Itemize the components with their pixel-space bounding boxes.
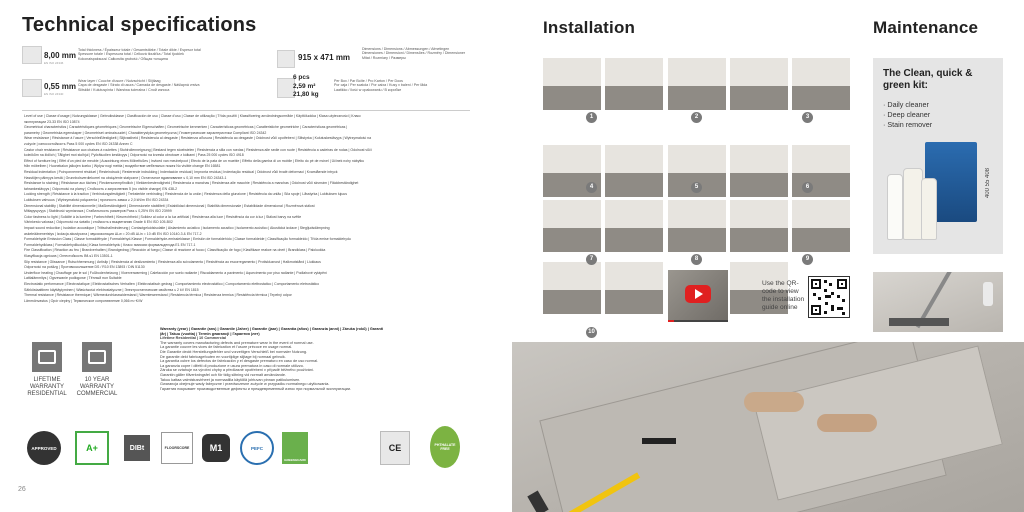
installation-photo bbox=[730, 145, 788, 197]
flooring-photo bbox=[512, 342, 1024, 512]
lifetime-warranty-icon bbox=[32, 342, 62, 372]
spec-row: kolečkům na židlích | Tålighet mot stolhjul | Pyörätuolien kestävyys | Odporność na krzesła obrotowe z kółkami | Pass 25 000 cycles ISO 4918 bbox=[24, 153, 244, 158]
phthalate-free-logo: PHTHALATE FREE bbox=[428, 424, 462, 470]
step-number-badge: 3 bbox=[802, 112, 813, 123]
mopping-photo bbox=[873, 272, 1003, 332]
spec-row: Color fastness to light | Solidité à la lumière | Farbechtheit | Kleurechtheid | Solidez al color a la luz artificial | Resistenza alla luce | Resistência da cor à luz | Stálost barvy na světle bbox=[24, 214, 302, 219]
thickness-description: Total thickness / Épaisseur totale / Gesamtstärke / Totale dikte / Espesor total Spessore totale / Espessura total / Celková tloušťka / Total tjocklek Kokonaispaksuus/ Całkowita grubość / Общая толщина bbox=[78, 48, 201, 61]
installation-photo bbox=[605, 145, 663, 197]
spec-row: Formaldehydklass | Formaldehydiluokka | Klasa formaldehydu | Класс эмиссии формальдегида E1 EN 717-1 bbox=[24, 242, 196, 247]
commercial-warranty-icon bbox=[82, 342, 112, 372]
dibt-logo: DIBt bbox=[122, 430, 152, 466]
spec-row: Level of use | Classe d'usage | Nutzungsklasse | Gebruiksklasse | Clasificación de uso | Classe d'uso | Classe de utilização | Třída použití | Klassificering användningsområde | Käyttöluokka | Klasa użyteczności | Класс bbox=[24, 114, 361, 118]
kit-title: The Clean, quick & green kit: bbox=[883, 68, 973, 91]
spec-row: Wear resistance | Résistance à l'usure | Verschleißfestigkeit | Slijtvastheid | Resistencia al desgaste | Resistenza all'usura | Resistência ao desgaste | Odolnost vůči opotřebení | Slitstyrka | Kulutuskestävyys | Wytrzymałość na bbox=[24, 136, 372, 141]
wear-layer-description: Wear layer / Couche d'usure / Nutzschicht / Slijtlaag Capa de desgaste / Strato di usura / Camada de desgaste / Nášlapná vrstva Slitskikt / Kulutuspinta / Warstwa ścieralna / Слой износа bbox=[78, 79, 200, 92]
installation-photo bbox=[792, 58, 850, 110]
spec-row: Residual indentation | Poinçonnement résiduel | Resteindruck | Resterende indrukking | Indentación residual | Impronta residua | Indentação residual | Odolnost vůči trvalé deformaci | Kvarstående intryck bbox=[24, 170, 338, 174]
step-number-badge: 7 bbox=[586, 254, 597, 265]
cleaner-bottle bbox=[921, 178, 937, 240]
spec-row: Fire Classification | Réaction au feu | Brandverhalten | Brandgedrag | Reacción al fuego | Classe di reazione al fuoco | Classificação de fogo | Klasifikace reakce na oheň | Brandklass | Paloluokka bbox=[24, 248, 326, 253]
installation-photo bbox=[792, 200, 850, 252]
video-thumbnail[interactable] bbox=[668, 270, 728, 322]
pefc-logo: PEFC bbox=[240, 430, 274, 466]
warranty-line: Záruka se vztahuje na výrobní chyby a předčasné opotřebení v případě běžného používání. bbox=[160, 368, 315, 373]
thickness-icon bbox=[22, 46, 42, 64]
installation-photo bbox=[730, 200, 788, 252]
spray-bottle bbox=[887, 174, 903, 240]
wear-layer-value: 0,55 mm bbox=[44, 82, 77, 91]
spec-row: Mittapysyvyys | Stabilność wymiarowa | Стабильность размеров Pass ≤ 0,25% EN ISO 23999 bbox=[24, 209, 172, 214]
cleaner-bottle bbox=[903, 168, 923, 240]
warranty-line: Takuu kattaa valmistusvirheet ja normaalilla käytöllä johtuvan pinnan patikulumisen. bbox=[160, 377, 301, 382]
pack-values: 6 pcs 2,59 m² 21,80 kg bbox=[293, 74, 319, 98]
page-title: Technical specifications bbox=[22, 14, 257, 36]
warranty-line: La garanzia copre i difetti di produzione e usura prematura in caso di normale utilizzo. bbox=[160, 363, 304, 368]
spec-row: Lämmönvastus | Opór cieplny | Термическое сопротивление 0,066 m²·K/W bbox=[24, 298, 143, 303]
spec-row: Sähköstaattinen käyttäytyminen | Właściwości elektrostatyczne | Электростатические свойства ≤ 2 kV EN 1815 bbox=[24, 287, 199, 292]
spec-row: Locking strength | Résistance à la traction | Verbindungsfestigkeit | Treksterkte verbinding | Resistencia de la unión | Resistenza della giunzione | Resistência da união | Síla spoje | Låsstyrka | Lukituksen lujuus bbox=[24, 192, 347, 197]
warranty-line: Gwarancja obejmuje wady fabryczne i przedwczesne zużycie w przypadku normalnego użytkowania. bbox=[160, 382, 330, 387]
spec-row: Impact sound reduction | Isolation acoustique | Trittschallminderung | Contactgeluidsisolatie | Aislamiento acústico | Isolamento acustico | Isolamento acústico | Akustická izolace | Stegljudsdämpning bbox=[24, 226, 330, 230]
spec-row: Formaldehyde Emission Class | Classe formaldéhyde | Formaldehyd-Klasse | Formaldehyde-emissieklasse | Emisión de formaldehído | Classe formaldeide | Classificação formaldeído | Třída emise formaldehydu bbox=[24, 237, 351, 242]
wear-layer-standard: EN ISO 24340 bbox=[44, 92, 64, 96]
hand-image bbox=[817, 414, 877, 432]
installation-photo bbox=[792, 145, 850, 197]
hand-image bbox=[744, 392, 804, 412]
installation-photo bbox=[730, 58, 788, 110]
spec-row: Electrostatic performance | Électrostatique | Elektrostatisches Verhalten | Elektrostatisch gedrag | Comportamiento electrostático | Comportamento elettrostatico | Comportamento eletrostático bbox=[24, 282, 320, 286]
greenguard-logo: GREENGUARD bbox=[280, 430, 310, 466]
step-number-badge: 6 bbox=[802, 182, 813, 193]
lifetime-warranty-label: LIFETIME WARRANTY RESIDENTIAL bbox=[27, 377, 67, 397]
installation-photo bbox=[668, 58, 726, 110]
ce-logo: CE bbox=[380, 430, 410, 466]
warranty-text: Warranty (year) | Garantie (ans) | Garantie (Jahre) | Garantie (jaar) | Garantía (años) | Garanzia (anni) | Záruka (roků) | Garanti (år) | Takuu (vuotta) | Termin gwarancji | Гарантия (лет) Lifetime Residential | 10 Commercial The warranty covers manufacturing defects and premature wear in the event of normal use. La garantie couvre les vices de fabrication et l'usure précoce en usage normal. Die Garantie deckt Herstellungsfehler und vorzeitigen Verschleiß bei normaler Nutzung. De garantie dekt fabricagefouten en voortijdige slijtage bij normaal gebruik. La garantía cubre los defectos de fabricación y el desgaste prematuro en caso de uso normal. La garanzia copre i difetti di produzione e usura prematura in caso di normale utilizzo. Záruka se vztahuje na výrobní chyby a předčasné opotřebení v případě běžného používání. Garantin gäller tillverkningsfel och för tidig slitning vid normalt användande. Takuu kattaa valmistusvirheet ja normaalilla käytöllä johtuvan pinnan patikulumisen. Gwarancja obejmuje wady fabryczne i przedwczesne zużycie w przypadku normalnego użytkowania. Гарантия покрывает производственные дефекты и преждевременный износ при нормальной эксплуатации. bbox=[160, 327, 460, 391]
installation-photo bbox=[543, 262, 601, 314]
step-number-badge: 10 bbox=[586, 327, 597, 338]
step-number-badge: 8 bbox=[691, 254, 702, 265]
kit-item: · Stain remover bbox=[883, 120, 933, 129]
warranty-line: Garantin gäller tillverkningsfel och för tidig slitning vid normalt användande. bbox=[160, 372, 286, 377]
thickness-standard: EN ISO 24346 bbox=[44, 61, 64, 65]
spec-row: Thermal resistance | Résistance thermique | Wärmedurchlasswiderstand | Warmteweerstand | Resistencia térmica | Resistenza termica | Resistência térmica | Tepelný odpor bbox=[24, 293, 292, 298]
spec-row: parametry | Geometriska egenskaper | Geometriset ominaisuudet | Charakterystyka geometryczna | Геометрические характеристики Compliant ISO 24342 bbox=[24, 130, 267, 135]
floorscore-logo: FLOORSCORE bbox=[160, 430, 194, 466]
spec-row: Castor chair resistance | Résistance aux chaises à roulettes | Stuhlrollenneignung | Bestand tegen stoelwielen | Resistencia a silla con ruedas | Resistenza alle sedie con ruote | Resistência a cadeiras de rodas | Odolnost vůči bbox=[24, 147, 372, 152]
page-number: 26 bbox=[18, 486, 26, 493]
step-number-badge: 1 bbox=[586, 112, 597, 123]
spec-row: Klasyfikacja ogniowa | Огнестойкость Bfl-s1 EN 13501-1 bbox=[24, 254, 113, 258]
spec-row: zużycie | износостойкость Pass 5 000 cycles EN ISO 24338 Annex C bbox=[24, 142, 133, 146]
spec-row: Resistance to staining | Résistance aux tâches | Fleckenunempfindlich | Vlekkenbestendigheid | Resistencia a manchas | Resistenza alle macchie | Resistência a manchas | Odolnost vůči skvrnám | Fläckbeständighet bbox=[24, 181, 359, 186]
spec-row: från möbelben | Huonekalun jalkojen koeko | Wpływ nogi mebla | воздействие мебельных ножек No visible change EN 16581 bbox=[24, 164, 221, 169]
warranty-line: Гарантия покрывает производственные дефекты и преждевременный износ при нормальной эксплуатации. bbox=[160, 386, 352, 391]
warranty-line: The warranty covers manufacturing defects and premature wear in the event of normal use. bbox=[160, 340, 314, 345]
kit-item: · Daily cleaner bbox=[883, 100, 929, 109]
spec-row: Underfloor heating | Chauffage par le sol | Fußbodenheizung | Vloerverwarming | Calefacción por suelo radiante | Riscaldamento a pavimento | Aquecimento por piso radiante | Podlahové vytápění bbox=[24, 270, 328, 275]
warranty-line: Lifetime Residential | 10 Commercial bbox=[160, 336, 227, 341]
spec-row: эксплуатации 23-33 EN ISO 10874 bbox=[24, 119, 80, 124]
dimensions-description: Dimensions / Dimensions / Abmessungen / Afmetingen Dimensiones / Dimensioni / Dimensões / Rozměry / Dimensioner Mitat / Rozmiary / Размеры bbox=[362, 47, 466, 60]
spec-row: Lattialämmitys | Ogrzewanie podłogowe | Тёплый пол Suitable bbox=[24, 276, 122, 281]
installation-photo bbox=[605, 262, 663, 314]
product-code: 400 55 408 bbox=[985, 168, 991, 199]
spec-row: Lukituksen vahvuus | Wytrzymałość połączenia | прочность замка ≥ 2,0 kN/m EN ISO 24334 bbox=[24, 198, 169, 202]
dimensions-value: 915 x 471 mm bbox=[298, 53, 351, 62]
spec-row: Värinkesto valossa | Odporność na światło | стойкость к выцветанию Grade 6 EN ISO 105-B02 bbox=[24, 220, 173, 225]
kit-item: · Deep cleaner bbox=[883, 110, 931, 119]
spec-row: Dimensional stability | Stabilité dimensionnelle | Maßbeständigkeit | Dimensionele stabiliteit | Estabilidad dimensional | Stabilità dimensionale | Estabilidade dimensional | Rozměrová stálost bbox=[24, 203, 315, 208]
installation-title: Installation bbox=[543, 18, 636, 37]
approved-logo: APPROVED bbox=[24, 430, 64, 466]
installation-photo bbox=[668, 200, 726, 252]
step-number-badge: 9 bbox=[802, 254, 813, 265]
spec-row: tahrankestävyys | Odporność na plamy | Стойкость к загрязнению 5 (no visible change) EN 438-2 bbox=[24, 186, 178, 191]
qr-code-icon[interactable] bbox=[808, 276, 850, 318]
tapping-block bbox=[642, 438, 676, 444]
installation-photo bbox=[543, 200, 601, 252]
wear-layer-icon bbox=[22, 79, 42, 97]
thickness-value: 8,00 mm bbox=[44, 51, 77, 60]
spec-row: Hasstöjen pälmyys kestä | Grunnbolsverdiekorrel na obciążenie statyczne | Остаточное вдавливание ≤ 0,10 mm EN ISO 24343-1 bbox=[24, 175, 227, 180]
spec-row: askeleääneneristys | Izolacja akustyczna | звукоизоляция ΔLw = 20 dB ΔLin = 10 dB EN ISO 10140-3 & EN 717-2 bbox=[24, 231, 202, 236]
pack-description: Per Box / Par Boîte / Pro Karton / Per Doos Por caja / Per scatola / Por caixa / Kusy v balení / Per låda Laatikko / Ilość w opakowaniu / В коробке bbox=[334, 79, 428, 92]
maintenance-title: Maintenance bbox=[873, 18, 979, 37]
spec-row: Slip resistance | Glissance | Rutschhemmung | Antislip | Resistencia al deslizamiento | Resistenza allo scivolamento | Resistência ao escorregamento | Protiskluznost | Halkmotstånd | Liukkaus bbox=[24, 259, 321, 264]
hammer-head bbox=[527, 490, 548, 512]
m1-logo: M1 bbox=[200, 430, 232, 466]
installation-photo bbox=[605, 200, 663, 252]
step-number-badge: 2 bbox=[691, 112, 702, 123]
installation-photo bbox=[605, 58, 663, 110]
warranty-line: La garantía cubre los defectos de fabricación y el desgaste prematuro en caso de uso normal. bbox=[160, 359, 319, 364]
warranty-line: De garantie dekt fabricagefouten en voortijdige slijtage bij normaal gebruik. bbox=[160, 354, 286, 359]
spec-row: Geometrical characteristics | Caractéristiques géométriques | Geometrische Eigenschaften | Geometrische kenmerken | Características geométricas | Caratteristiche geometriche | Características geométricas | bbox=[24, 125, 348, 130]
divider bbox=[22, 110, 470, 111]
step-number-badge: 4 bbox=[586, 182, 597, 193]
cleaning-kit-card bbox=[873, 58, 1003, 254]
installation-photo bbox=[543, 58, 601, 110]
warranty-line: Die Garantie deckt Herstellungsfehler und vorzeitigen Verschleiß bei normaler Nutzung. bbox=[160, 349, 308, 354]
commercial-warranty-label: 10 YEAR WARRANTY COMMERCIAL bbox=[76, 377, 118, 397]
step-number-badge: 5 bbox=[691, 182, 702, 193]
dimensions-icon bbox=[277, 50, 295, 68]
warranty-line: La garantie couvre les vices de fabrication et l'usure précoce en usage normal. bbox=[160, 345, 293, 350]
a-plus-logo: A+ bbox=[72, 430, 112, 466]
spec-row: Effect of furniture leg | Effet d'un pied de meuble | Auswirkung eines Möbelfußes | Invloed van meubelpoot | Efecto de la pata de un mueble | Effetto della gamba di un mobile | Efeito do pé de móvel | Účinek nohy nábytku bbox=[24, 158, 365, 163]
play-icon[interactable] bbox=[685, 285, 711, 303]
spec-row: Odporność na poślizg | Противоскольжение DS / R10 EN 13893 / DIN 51130 bbox=[24, 265, 145, 270]
qr-instructions: Use the QR-code to view the installation guide online bbox=[762, 280, 805, 312]
